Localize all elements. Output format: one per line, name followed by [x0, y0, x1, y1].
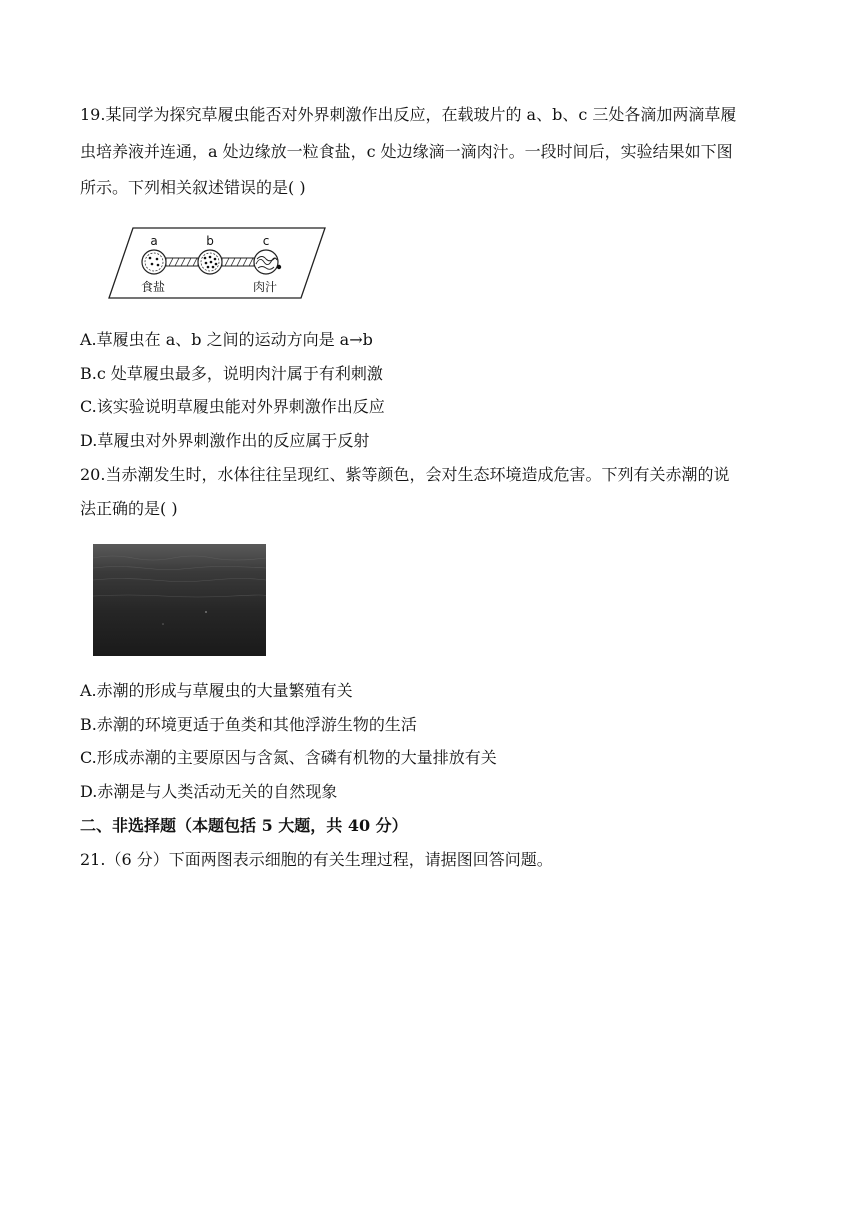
meat-juice-dot: [277, 265, 281, 269]
q20-option-d: D.赤潮是与人类活动无关的自然现象: [80, 782, 338, 801]
red-tide-photo: [93, 544, 266, 656]
q20-option-a: A.赤潮的形成与草履虫的大量繁殖有关: [80, 681, 353, 700]
q19-option-a: A.草履虫在 a、b 之间的运动方向是 a→b: [80, 330, 373, 349]
q19-option-b: B.c 处草履虫最多，说明肉汁属于有利刺激: [80, 364, 383, 383]
drop-b: [198, 250, 222, 274]
drop-c: [254, 250, 281, 274]
q19-option-d: D.草履虫对外界刺激作出的反应属于反射: [80, 431, 370, 450]
q20-stem-line-2: 法正确的是( ): [80, 499, 178, 518]
q21-stem: 21.（6 分）下面两图表示细胞的有关生理过程，请据图回答问题。: [80, 850, 553, 869]
q19-stem-line-3: 所示。下列相关叙述错误的是( ): [80, 178, 306, 197]
label-b: b: [206, 234, 214, 248]
q20-option-c: C.形成赤潮的主要原因与含氮、含磷有机物的大量排放有关: [80, 748, 497, 767]
q19-stem-line-1: 19.某同学为探究草履虫能否对外界刺激作出反应，在载玻片的 a、b、c 三处各滴加两滴草履: [80, 105, 737, 124]
q20-option-b: B.赤潮的环境更适于鱼类和其他浮游生物的生活: [80, 715, 417, 734]
q19-option-c: C.该实验说明草履虫能对外界刺激作出反应: [80, 397, 385, 416]
drop-a: [142, 250, 166, 274]
caption-salt: 食盐: [140, 280, 166, 294]
section-heading: 二、非选择题（本题包括 5 大题，共 40 分）: [80, 816, 408, 835]
q20-stem-line-1: 20.当赤潮发生时，水体往往呈现红、紫等颜色，会对生态环境造成危害。下列有关赤潮的说: [80, 465, 730, 484]
caption-meat-juice: 肉汁: [252, 280, 278, 294]
label-a: a: [150, 234, 158, 248]
q19-slide-diagram: [105, 222, 335, 304]
q19-stem-line-2: 虫培养液并连通，a 处边缘放一粒食盐，c 处边缘滴一滴肉汁。一段时间后，实验结果如下图: [80, 142, 733, 161]
label-c: c: [262, 234, 270, 248]
